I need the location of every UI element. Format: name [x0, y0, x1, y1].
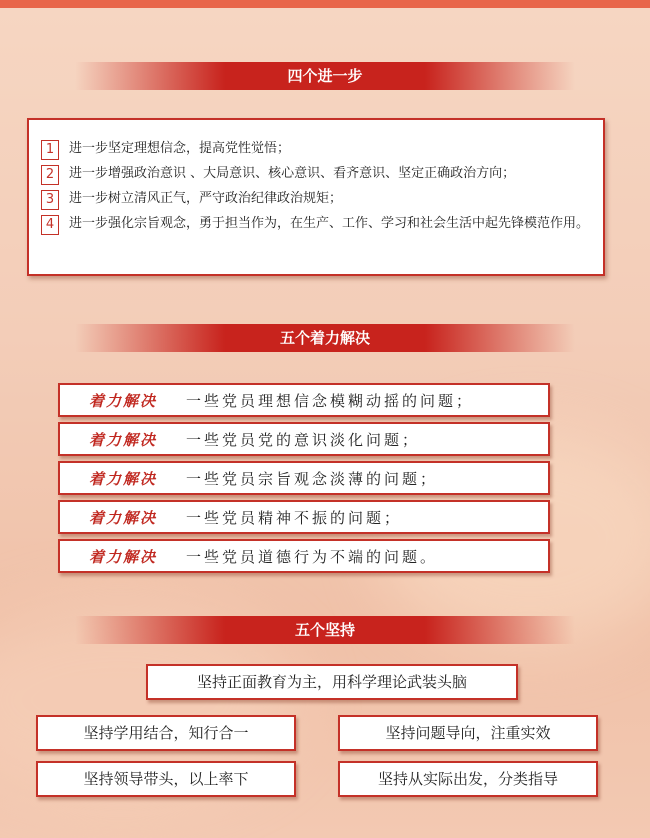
solve-item-3 — [58, 461, 550, 495]
solve-text: 一些党员道德行为不端的问题。 — [186, 547, 439, 566]
list-item — [41, 215, 589, 235]
section-title-five-solve: 五个着力解决 — [75, 324, 575, 352]
list-item — [41, 140, 290, 160]
section-title-five-persist: 五个坚持 — [75, 616, 575, 644]
list-item — [41, 165, 515, 185]
section-title-four: 四个进一步 — [75, 62, 575, 90]
persist-item-4: 坚持领导带头，以上率下 — [36, 761, 296, 797]
item-text: 进一步强化宗旨观念，勇于担当作为，在生产、工作、学习和社会生活中起先锋模范作用。 — [69, 216, 590, 231]
persist-item-3: 坚持问题导向，注重实效 — [338, 715, 598, 751]
persist-item-1: 坚持正面教育为主，用科学理论武装头脑 — [146, 664, 518, 700]
item-number: 2 — [41, 165, 59, 185]
solve-item-1 — [58, 383, 550, 417]
solve-item-4 — [58, 500, 550, 534]
item-number: 1 — [41, 140, 59, 160]
solve-text: 一些党员理想信念模糊动摇的问题； — [186, 391, 475, 410]
item-number: 4 — [41, 215, 59, 235]
solve-label: 着力解决 — [88, 508, 157, 527]
solve-label: 着力解决 — [88, 391, 157, 410]
solve-text: 一些党员精神不振的问题； — [186, 508, 403, 527]
top-accent-bar — [0, 0, 650, 8]
solve-label: 着力解决 — [88, 430, 157, 449]
solve-text: 一些党员党的意识淡化问题； — [186, 430, 421, 449]
solve-label: 着力解决 — [88, 547, 157, 566]
four-advances-card — [27, 118, 605, 276]
solve-text: 一些党员宗旨观念淡薄的问题； — [186, 469, 439, 488]
solve-item-5 — [58, 539, 550, 573]
item-text: 进一步增强政治意识 、大局意识、核心意识、看齐意识、坚定正确政治方向； — [69, 166, 516, 181]
item-text: 进一步树立清风正气，严守政治纪律政治规矩； — [69, 191, 343, 206]
item-number: 3 — [41, 190, 59, 210]
persist-item-2: 坚持学用结合，知行合一 — [36, 715, 296, 751]
solve-label: 着力解决 — [88, 469, 157, 488]
item-text: 进一步坚定理想信念，提高党性觉悟； — [69, 141, 291, 156]
solve-item-2 — [58, 422, 550, 456]
persist-item-5: 坚持从实际出发，分类指导 — [338, 761, 598, 797]
list-item — [41, 190, 342, 210]
